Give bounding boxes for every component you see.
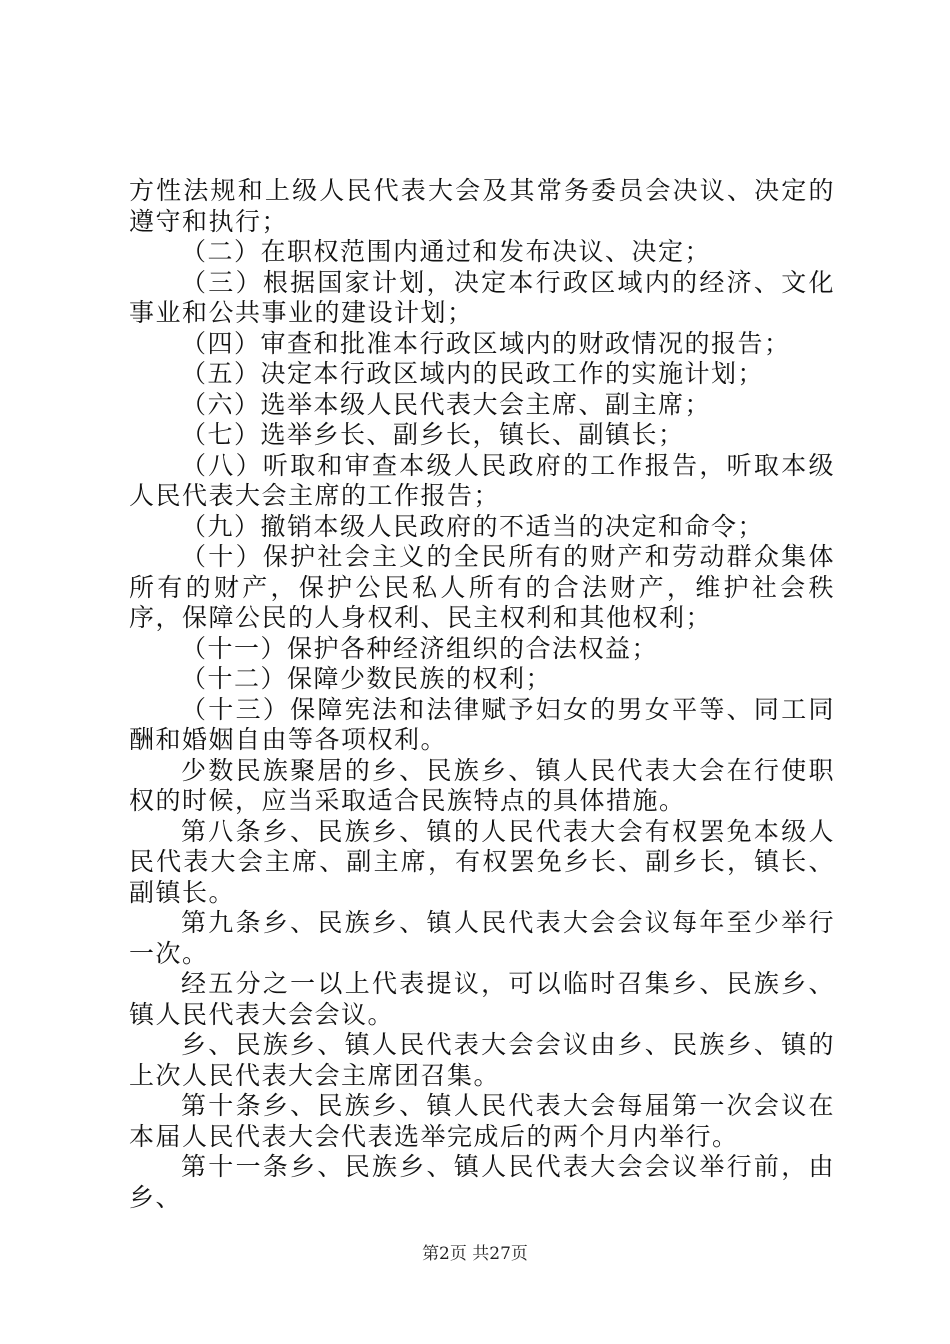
paragraph-article-9: 第九条乡、民族乡、镇人民代表大会会议每年至少举行一次。	[129, 908, 835, 968]
paragraph-continuation: 方性法规和上级人民代表大会及其常务委员会决议、决定的遵守和执行；	[129, 176, 835, 236]
page-number-footer: 第2页 共27页	[422, 1244, 528, 1264]
paragraph-minority-measures: 少数民族聚居的乡、民族乡、镇人民代表大会在行使职权的时候，应当采取适合民族特点的具体措施。	[129, 755, 835, 815]
paragraph-article-8: 第八条乡、民族乡、镇的人民代表大会有权罢免本级人民代表大会主席、副主席，有权罢免乡长、副乡长，镇长、副镇长。	[129, 816, 835, 907]
document-body	[129, 176, 835, 1213]
paragraph-article-10: 第十条乡、民族乡、镇人民代表大会每届第一次会议在本届人民代表大会代表选举完成后的两个月内举行。	[129, 1091, 835, 1151]
paragraph-item-6: （六）选举本级人民代表大会主席、副主席；	[181, 389, 712, 419]
paragraph-item-3: （三）根据国家计划，决定本行政区域内的经济、文化事业和公共事业的建设计划；	[129, 267, 835, 327]
paragraph-item-10: （十）保护社会主义的全民所有的财产和劳动群众集体所有的财产，保护公民私人所有的合法财产，维护社会秩序，保障公民的人身权利、民主权利和其他权利；	[129, 542, 835, 632]
paragraph-item-8: （八）听取和审查本级人民政府的工作报告，听取本级人民代表大会主席的工作报告；	[129, 450, 835, 510]
paragraph-item-5: （五）决定本行政区域内的民政工作的实施计划；	[181, 359, 765, 388]
paragraph-item-7: （七）选举乡长、副乡长，镇长、副镇长；	[181, 420, 685, 449]
paragraph-item-13: （十三）保障宪法和法律赋予妇女的男女平等、同工同酬和婚姻自由等各项权利。	[129, 694, 835, 754]
paragraph-item-4: （四）审查和批准本行政区域内的财政情况的报告；	[181, 328, 791, 358]
paragraph-temporary-session: 经五分之一以上代表提议，可以临时召集乡、民族乡、镇人民代表大会会议。	[129, 969, 835, 1029]
paragraph-article-11: 第十一条乡、民族乡、镇人民代表大会会议举行前，由乡、	[129, 1152, 835, 1212]
paragraph-item-2: （二）在职权范围内通过和发布决议、决定；	[181, 237, 712, 266]
paragraph-item-12: （十二）保障少数民族的权利；	[181, 664, 553, 693]
paragraph-item-9: （九）撤销本级人民政府的不适当的决定和命令；	[181, 511, 765, 541]
paragraph-presidium-convene: 乡、民族乡、镇人民代表大会会议由乡、民族乡、镇的上次人民代表大会主席团召集。	[129, 1030, 835, 1090]
paragraph-item-11: （十一）保护各种经济组织的合法权益；	[181, 633, 659, 663]
